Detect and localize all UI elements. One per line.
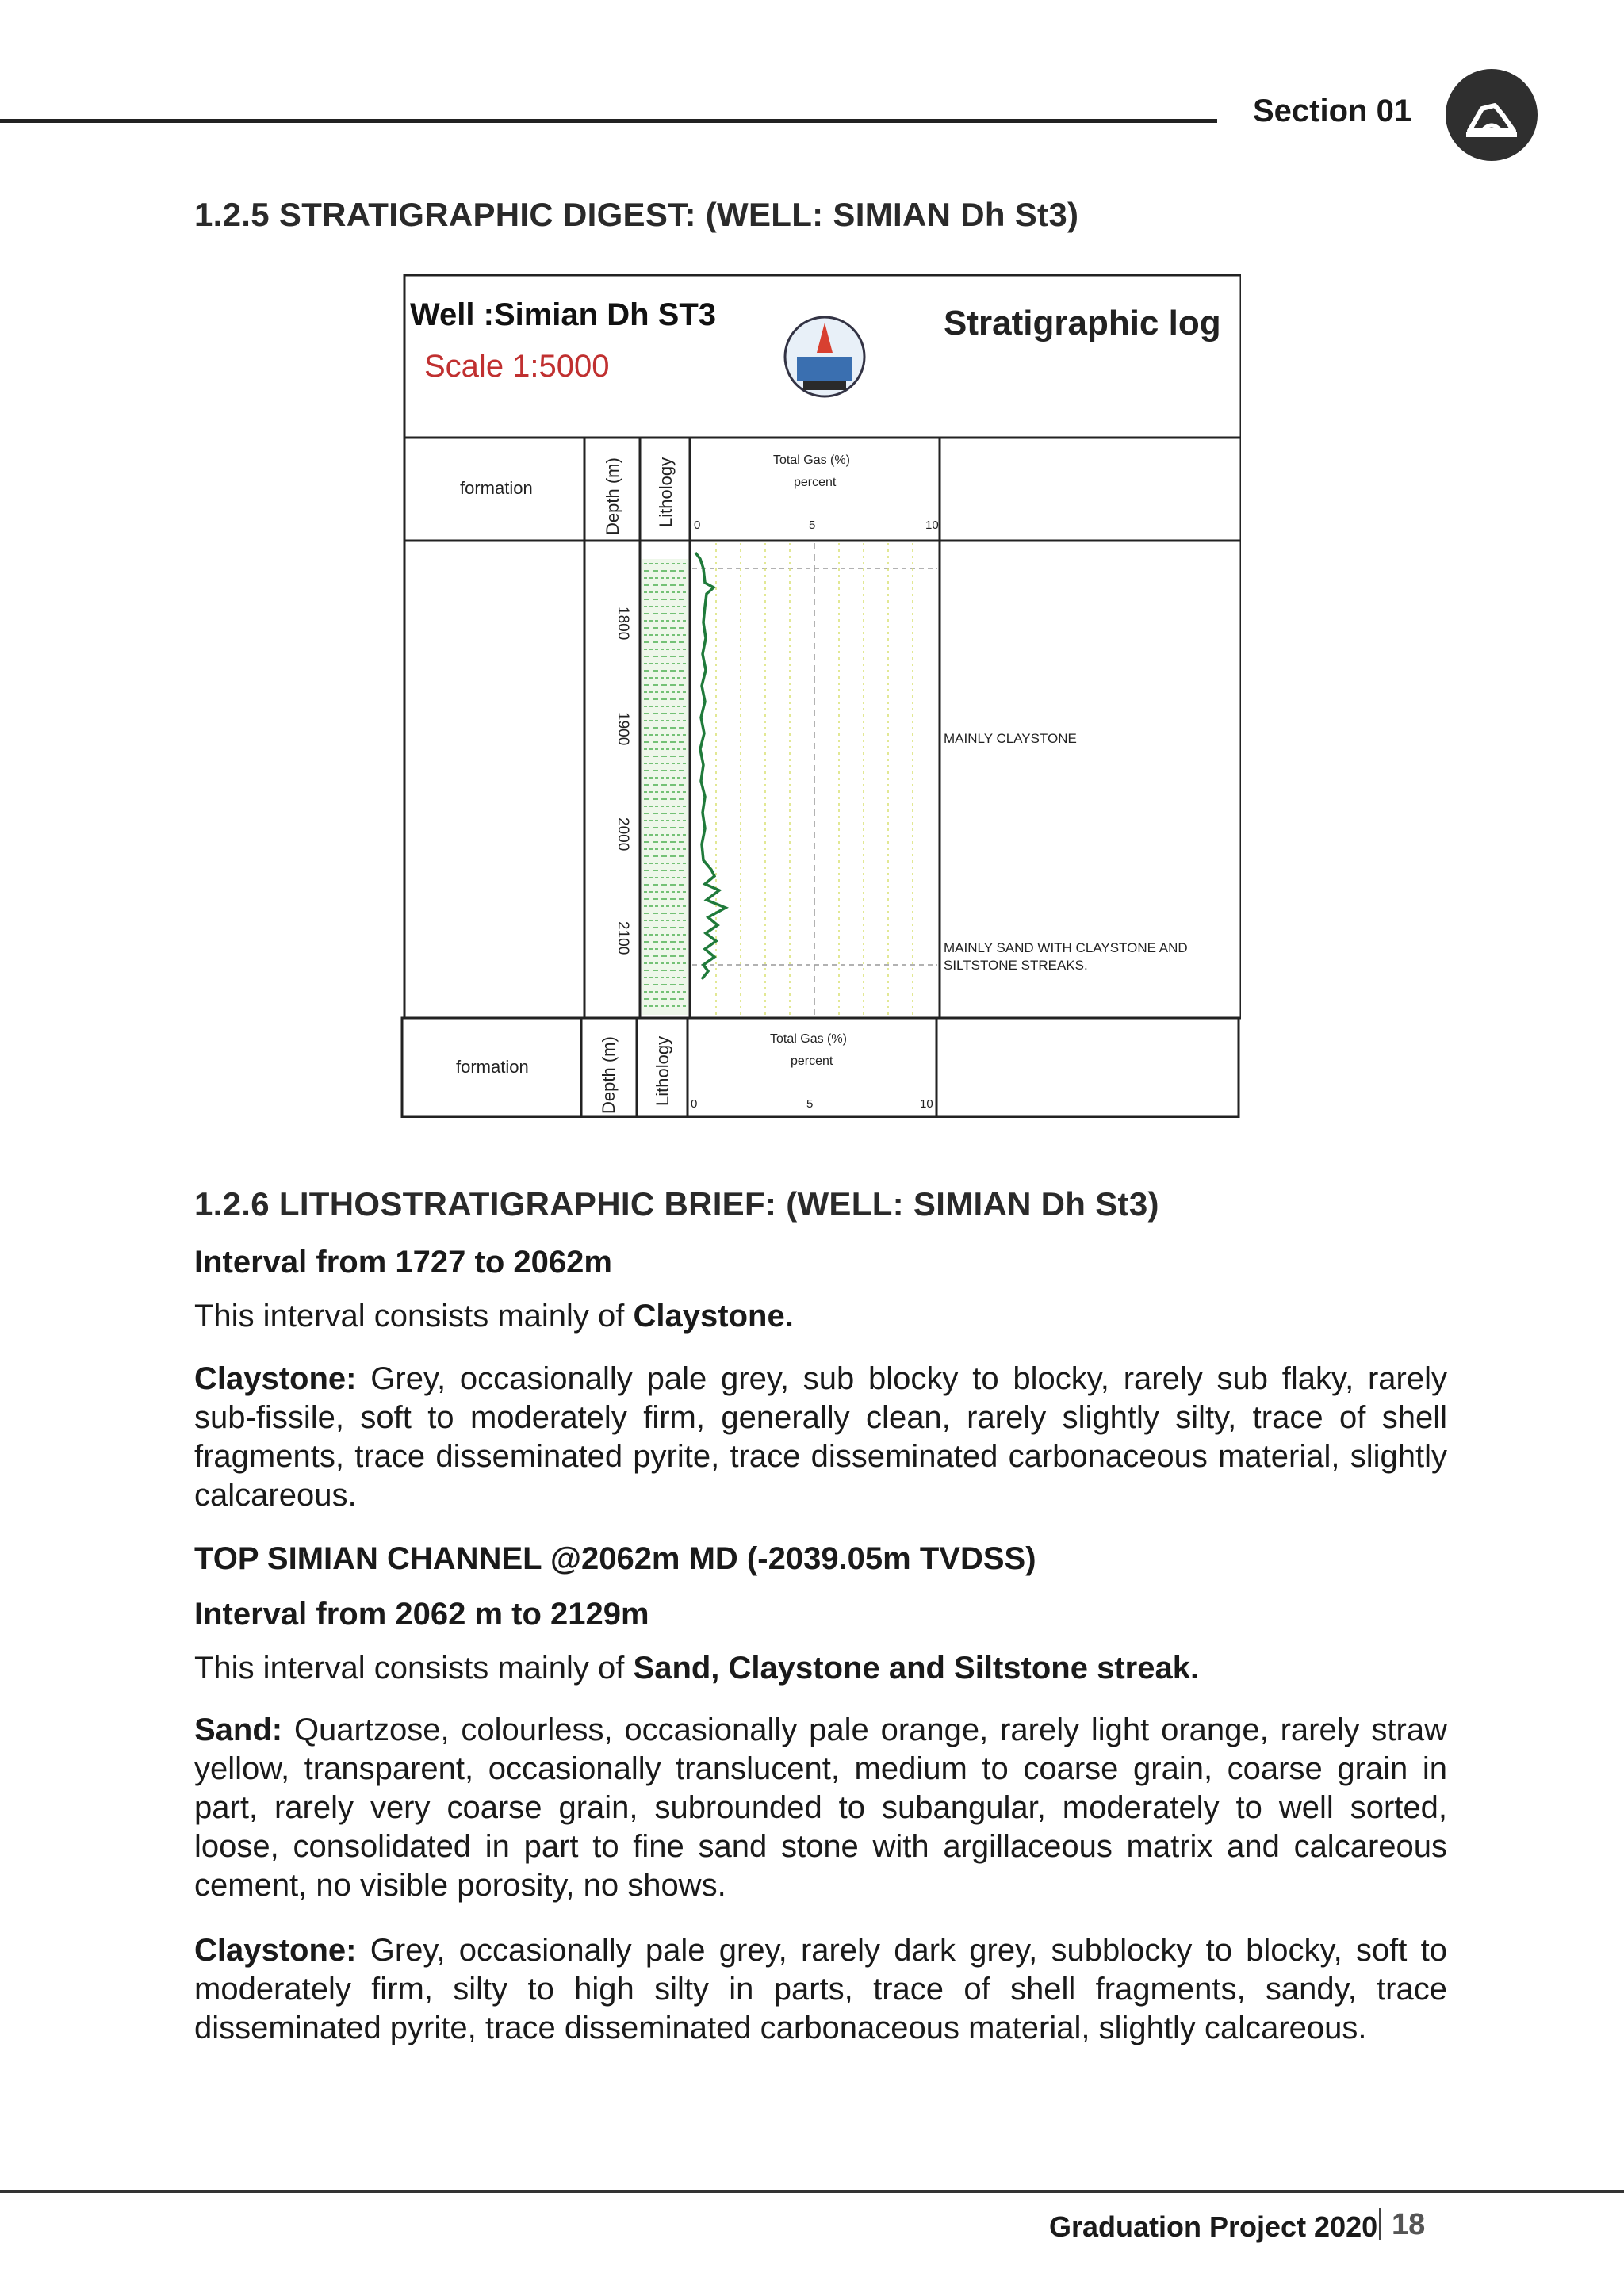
- lithology-column: [642, 559, 688, 1015]
- interval-1-summary: This interval consists mainly of Claystone.: [194, 1299, 794, 1334]
- footer-rule: [0, 2190, 1624, 2193]
- depth-tick: 2100: [615, 921, 631, 955]
- gas-tick: 5: [809, 519, 816, 532]
- interval-2-summary: This interval consists mainly of Sand, Claystone and Siltstone streak.: [194, 1651, 1200, 1686]
- top-simian-channel: TOP SIMIAN CHANNEL @2062m MD (-2039.05m TVDSS): [194, 1541, 1036, 1576]
- col-gas-unit-bottom: percent: [791, 1054, 833, 1068]
- note-mainly-claystone: MAINLY CLAYSTONE: [944, 731, 1077, 746]
- depth-tick: 1900: [615, 712, 631, 746]
- gas-tick: 0: [694, 519, 701, 532]
- col-gas-unit: percent: [794, 476, 837, 489]
- col-depth-bottom: Depth (m): [599, 1036, 619, 1114]
- interval-1-title: Interval from 1727 to 2062m: [194, 1245, 612, 1280]
- col-formation-bottom: formation: [456, 1057, 529, 1077]
- log-title: Stratigraphic log: [944, 304, 1221, 342]
- gas-tick-bottom: 10: [920, 1097, 933, 1111]
- page-number: 18: [1392, 2208, 1426, 2241]
- depth-tick: 2000: [615, 817, 631, 851]
- section-emblem-icon: [1446, 69, 1538, 161]
- col-depth: Depth (m): [603, 457, 622, 535]
- note-mainly-sand-2: SILTSTONE STREAKS.: [944, 958, 1088, 973]
- footer-divider: [1379, 2208, 1381, 2240]
- col-gas-bottom: Total Gas (%): [770, 1032, 847, 1046]
- sand-description: Sand: Quartzose, colourless, occasionally pale orange, rarely light orange, rarely straw yellow, transparent, occasionally translucent, medium to coarse grain, coarse grain in part, rarely very coarse grain, subrounded to subangular, moderately to well sorted, loose, consolidated in part to fine sand stone with argillaceous matrix and calcareous cement, no visible porosity, no shows.: [194, 1712, 1447, 1903]
- claystone-1-description: Claystone: Grey, occasionally pale grey, sub blocky to blocky, rarely sub flaky, rarely sub-fissile, soft to moderately firm, generally clean, rarely slightly silty, trace of shell fragments, trace disseminated pyrite, trace disseminated carbonaceous material, slightly calcareous.: [194, 1361, 1447, 1513]
- col-lithology-bottom: Lithology: [653, 1035, 672, 1106]
- section-label: Section 01: [1253, 94, 1412, 128]
- gas-tick-bottom: 5: [806, 1097, 814, 1111]
- log-scale: Scale 1:5000: [424, 349, 610, 384]
- heading-stratigraphic-digest: 1.2.5 STRATIGRAPHIC DIGEST: (WELL: SIMIAN Dh St3): [194, 196, 1079, 233]
- log-well-name: Well :Simian Dh ST3: [410, 297, 716, 332]
- header-rule: [0, 119, 1217, 123]
- gas-tick-bottom: 0: [691, 1097, 698, 1111]
- col-formation: formation: [460, 478, 533, 498]
- company-logo-icon: [785, 317, 864, 396]
- stratigraphic-log-figure: [400, 274, 1241, 1118]
- note-mainly-sand-1: MAINLY SAND WITH CLAYSTONE AND: [944, 940, 1188, 955]
- col-lithology: Lithology: [656, 457, 676, 527]
- heading-lithostratigraphic-brief: 1.2.6 LITHOSTRATIGRAPHIC BRIEF: (WELL: SIMIAN Dh St3): [194, 1185, 1159, 1223]
- footer-title: Graduation Project 2020: [1049, 2210, 1378, 2243]
- depth-tick: 1800: [615, 607, 631, 641]
- interval-2-title: Interval from 2062 m to 2129m: [194, 1597, 649, 1632]
- claystone-2-description: Claystone: Grey, occasionally pale grey, rarely dark grey, subblocky to blocky, soft to moderately firm, silty to high silty in parts, trace of shell fragments, sandy, trace disseminated pyrite, trace disseminated carbonaceous material, slightly calcareous.: [194, 1933, 1447, 2045]
- gas-tick: 10: [925, 519, 939, 532]
- col-gas: Total Gas (%): [773, 453, 850, 467]
